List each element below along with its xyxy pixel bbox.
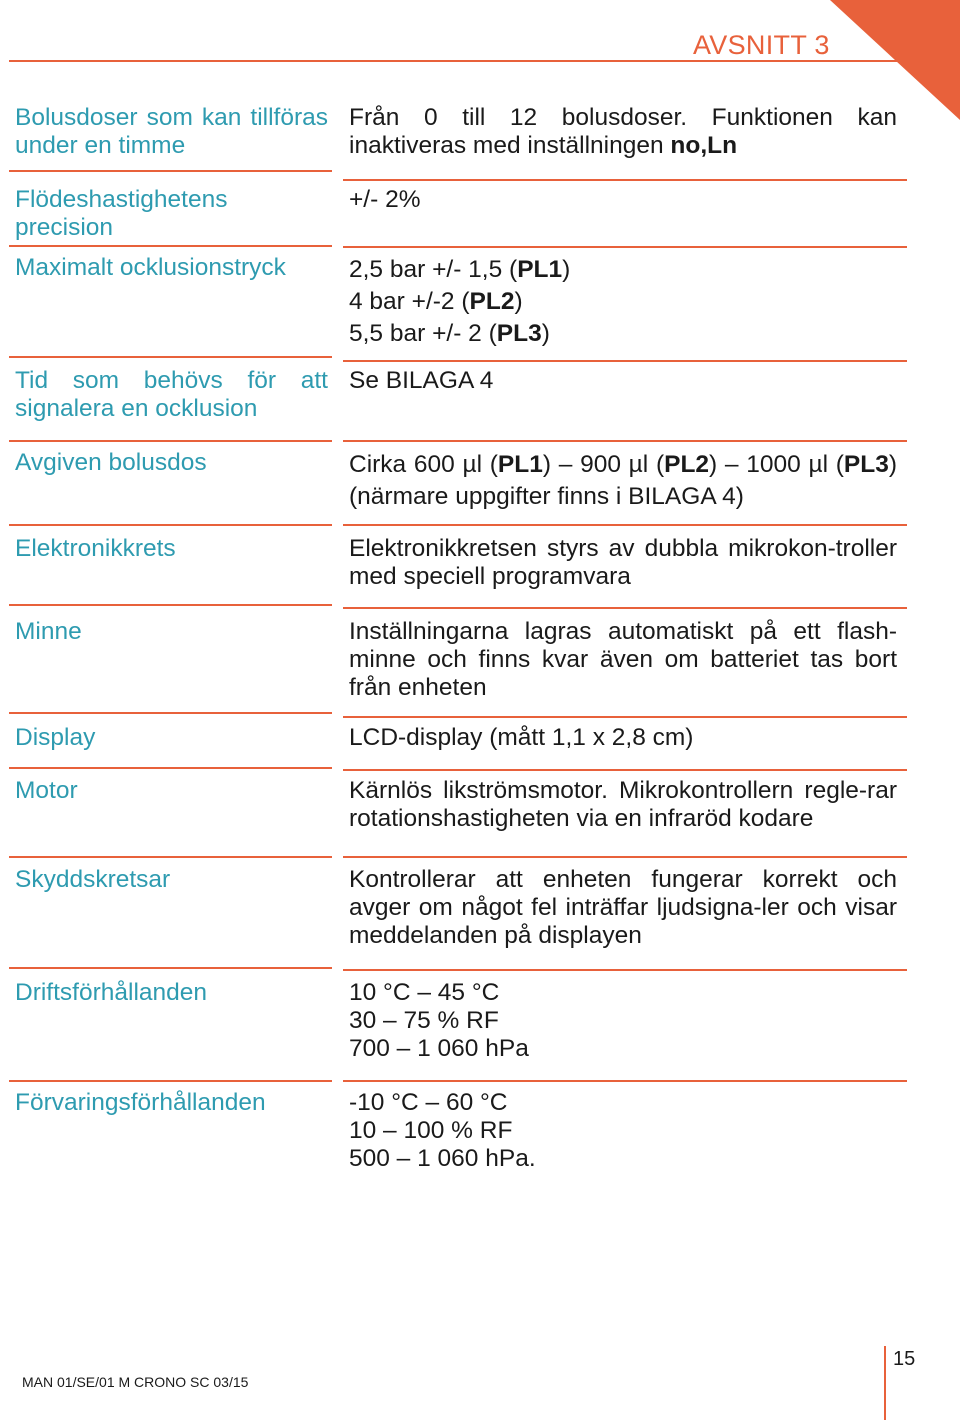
row-divider bbox=[343, 769, 907, 771]
row-divider bbox=[9, 440, 332, 442]
row-divider bbox=[343, 524, 907, 526]
spec-value bbox=[349, 866, 897, 950]
row-divider bbox=[9, 524, 332, 526]
spec-value-line: +/- 2% bbox=[349, 186, 421, 213]
spec-value-line: -10 °C – 60 °C bbox=[349, 1089, 508, 1116]
spec-value-text: Från 0 till 12 bolusdoser. Funktionen kan inaktiveras med inställningen no,Ln bbox=[349, 104, 897, 159]
row-divider bbox=[9, 856, 332, 858]
section-title: AVSNITT 3 bbox=[693, 30, 830, 60]
spec-label: Minne bbox=[15, 618, 82, 645]
row-divider bbox=[9, 356, 332, 358]
row-divider bbox=[343, 246, 907, 248]
row-divider bbox=[9, 967, 332, 969]
header-divider bbox=[9, 60, 910, 62]
spec-label: Display bbox=[15, 724, 96, 751]
spec-value bbox=[349, 777, 897, 833]
spec-value-line: 30 – 75 % RF bbox=[349, 1007, 499, 1034]
spec-value bbox=[349, 979, 897, 1063]
spec-label: Motor bbox=[15, 777, 78, 804]
spec-value-line: 5,5 bar +/- 2 (PL3) bbox=[349, 320, 550, 347]
page-number-divider bbox=[884, 1346, 886, 1420]
spec-value-text: Kärnlös likströmsmotor. Mikrokontrollern regle-rar rotationshastigheten via en infraröd kodare bbox=[349, 777, 897, 832]
row-divider bbox=[9, 170, 332, 172]
spec-label: Flödeshastighetens precision bbox=[15, 186, 228, 241]
spec-label: Skyddskretsar bbox=[15, 866, 171, 893]
spec-label: Förvaringsförhållanden bbox=[15, 1089, 266, 1116]
row-divider bbox=[9, 604, 332, 606]
spec-value bbox=[349, 186, 897, 214]
page-number: 15 bbox=[893, 1348, 916, 1370]
spec-value bbox=[349, 449, 897, 513]
spec-label: Tid som behövs för att signalera en ocklusion bbox=[15, 367, 328, 422]
spec-value bbox=[349, 535, 897, 591]
spec-value-text: Elektronikkretsen styrs av dubbla mikrokon-troller med speciell programvara bbox=[349, 535, 897, 590]
spec-value bbox=[349, 367, 897, 395]
document-code: MAN 01/SE/01 M CRONO SC 03/15 bbox=[22, 1374, 249, 1390]
spec-value-text: Kontrollerar att enheten fungerar korrekt och avger om något fel inträffar ljudsigna-ler och visar meddelanden på displayen bbox=[349, 866, 897, 949]
spec-value bbox=[349, 724, 897, 752]
spec-value-text: Inställningarna lagras automatiskt på ett flash-minne och finns kvar även om batteriet tas bort från enheten bbox=[349, 618, 897, 701]
spec-label: Elektronikkrets bbox=[15, 535, 176, 562]
row-divider bbox=[343, 360, 907, 362]
spec-value-line: LCD-display (mått 1,1 x 2,8 cm) bbox=[349, 724, 694, 751]
row-divider bbox=[343, 440, 907, 442]
spec-value bbox=[349, 254, 897, 350]
spec-value-line: Se BILAGA 4 bbox=[349, 367, 494, 394]
spec-value-line: 2,5 bar +/- 1,5 (PL1) bbox=[349, 256, 571, 283]
spec-label: Driftsförhållanden bbox=[15, 979, 208, 1006]
row-divider bbox=[9, 712, 332, 714]
row-divider bbox=[9, 767, 332, 769]
spec-label: Avgiven bolusdos bbox=[15, 449, 207, 476]
row-divider bbox=[9, 245, 332, 247]
row-divider bbox=[343, 716, 907, 718]
row-divider bbox=[9, 1080, 332, 1082]
row-divider bbox=[343, 856, 907, 858]
row-divider bbox=[343, 179, 907, 181]
spec-value bbox=[349, 1089, 897, 1173]
spec-value bbox=[349, 618, 897, 702]
spec-value-line: 10 – 100 % RF bbox=[349, 1117, 513, 1144]
spec-value-text: Cirka 600 µl (PL1) – 900 µl (PL2) – 1000 µl (PL3) (närmare uppgifter finns i BILAGA 4) bbox=[349, 451, 898, 510]
spec-label: Bolusdoser som kan tillföras under en timme bbox=[15, 104, 328, 159]
spec-value-line: 10 °C – 45 °C bbox=[349, 979, 500, 1006]
spec-value-line: 4 bar +/-2 (PL2) bbox=[349, 288, 523, 315]
spec-value-line: 500 – 1 060 hPa. bbox=[349, 1145, 536, 1172]
spec-value-line: 700 – 1 060 hPa bbox=[349, 1035, 529, 1062]
row-divider bbox=[343, 969, 907, 971]
spec-label: Maximalt ocklusionstryck bbox=[15, 254, 286, 281]
row-divider bbox=[343, 1080, 907, 1082]
spec-value bbox=[349, 104, 897, 160]
row-divider bbox=[343, 607, 907, 609]
